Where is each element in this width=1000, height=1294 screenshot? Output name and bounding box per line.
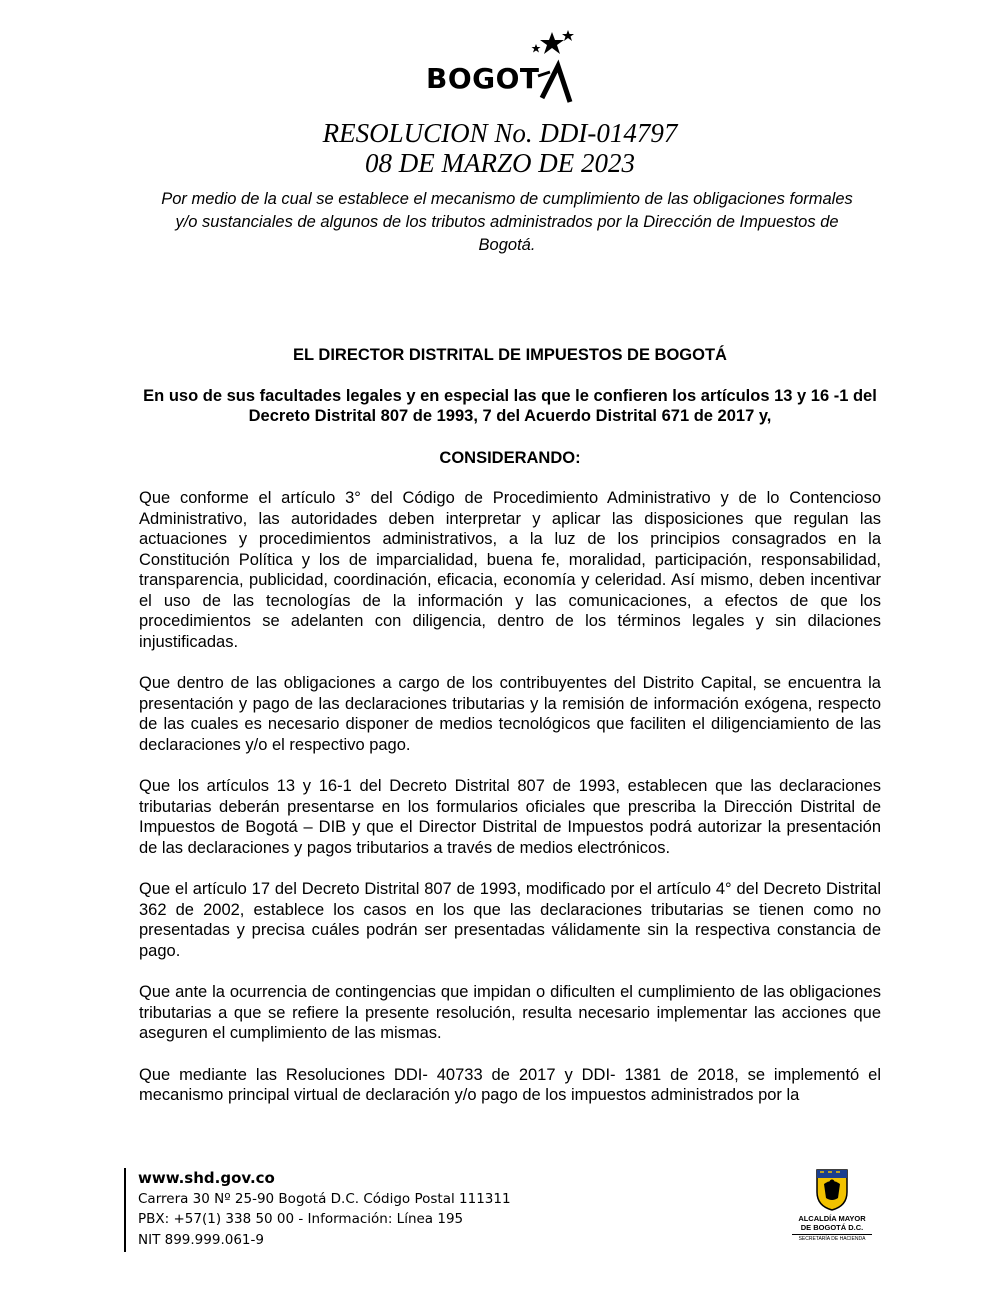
document-body (139, 488, 881, 1127)
footer-phone: PBX: +57(1) 338 50 00 - Información: Línea 195 (138, 1211, 464, 1227)
footer-nit: NIT 899.999.061-9 (138, 1231, 264, 1248)
paragraph: Que conforme el artículo 3° del Código de Procedimiento Administrativo y de lo Contencioso Administrativo, las autoridades deben interpretar y aplicar las disposiciones que regulan las actuaciones y procedimientos administrativos, a la luz de los principios consagrados en la Constitución Política y los de imparcialidad, buena fe, moralidad, participación, responsabilidad, transparencia, publicidad, coordinación, eficacia, economía y celeridad. Así mismo, deben incentivar el uso de las tecnologías de la información y las comunicaciones, a efectos de que los procedimientos se adelanten con diligencia, dentro de los términos legales y sin dilaciones injustificadas. (139, 489, 881, 651)
paragraph: Que el artículo 17 del Decreto Distrital 807 de 1993, modificado por el artículo 4° del Decreto Distrital 362 de 2002, establece los casos en los que las declaraciones tributarias se tienen como no presentadas y precisa cuáles podrán ser presentadas válidamente sin la respectiva constancia de pago. (139, 880, 881, 960)
logo-star-icon (420, 26, 580, 106)
paragraph: Que ante la ocurrencia de contingencias que impidan o dificulten el cumplimiento de las obligaciones tributarias a que se refiere la presente resolución, resulta necesario implementar las acciones que aseguren el cumplimiento de las mismas. (139, 983, 881, 1042)
paragraph: Que mediante las Resoluciones DDI- 40733 de 2017 y DDI- 1381 de 2018, se implementó el mecanismo principal virtual de declaración y/o pago de los impuestos administrados por la (139, 1065, 881, 1104)
crest-line-2: DE BOGOTÁ D.C. (800, 1223, 864, 1232)
faculties-heading: En uso de sus facultades legales y en especial las que le confieren los artículos 13 y 16 -1 del Decreto Distrital 807 de 1993, 7 del Acuerdo Distrital 671 de 2017 y, (143, 387, 877, 425)
alcaldia-crest (792, 1166, 872, 1242)
resolution-subtitle: Por medio de la cual se establece el mecanismo de cumplimiento de las obligaciones formales y/o sustanciales de algunos de los tributos administrados por la Dirección de Impuestos de Bogotá. (161, 190, 853, 254)
resolution-date: 08 DE MARZO DE 2023 (365, 148, 635, 178)
paragraph: Que dentro de las obligaciones a cargo de los contribuyentes del Distrito Capital, se encuentra la presentación y pago de las declaraciones tributarias y la remisión de información exógena, respecto de las cuales es necesario disponer de medios tecnológicos que faciliten el diligenciamiento de las declaraciones y/o el respectivo pago. (139, 674, 881, 754)
resolution-number: RESOLUCION No. DDI-014797 (322, 118, 678, 148)
bogota-logo (420, 26, 580, 106)
considering-heading: CONSIDERANDO: (439, 449, 581, 467)
footer-contact (124, 1168, 511, 1252)
crest-line-3: SECRETARÍA DE HACIENDA (792, 1234, 872, 1242)
footer-website: www.shd.gov.co (138, 1169, 275, 1187)
logo-wordmark: BOGOT (426, 62, 540, 95)
crest-line-1: ALCALDÍA MAYOR (798, 1214, 866, 1223)
paragraph: Que los artículos 13 y 16-1 del Decreto Distrital 807 de 1993, establecen que las declaraciones tributarias deberán presentarse en los formularios oficiales que prescriba la Dirección Distrital de Impuestos de Bogotá – DIB y que el Director Distrital de Impuestos podrá autorizar la presentación de las declaraciones y pagos tributarios a través de medios electrónicos. (139, 777, 881, 857)
footer-address: Carrera 30 Nº 25-90 Bogotá D.C. Código Postal 111311 (138, 1190, 511, 1207)
coat-of-arms-icon (814, 1166, 850, 1212)
director-heading: EL DIRECTOR DISTRITAL DE IMPUESTOS DE BOGOTÁ (293, 346, 727, 364)
